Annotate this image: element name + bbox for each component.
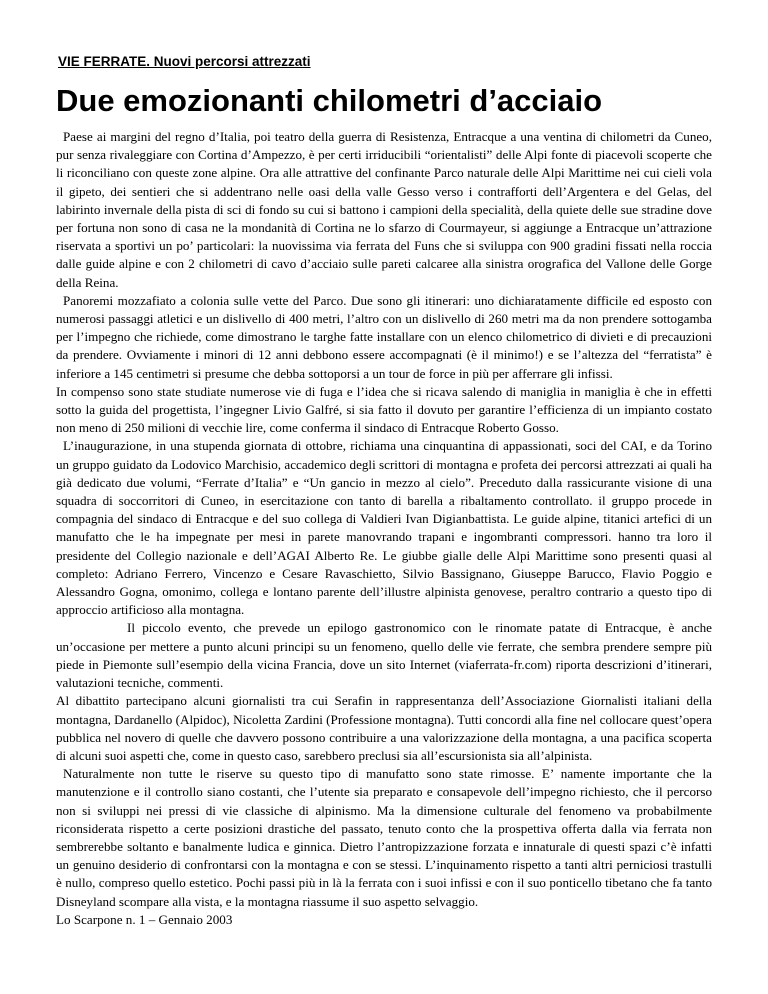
- paragraph-5: Il piccolo evento, che prevede un epilogo gastronomico con le rinomate patate di Entracque, è anche un’occasione per mettere a punto alcuni principi su un fenomeno, quello delle vie ferrate, che sembra prendere sempre più piede in Piemonte sull’esempio della vicina Francia, dove un sito Internet (viaferrata-fr.com) riporta descrizioni d’itinerari, valutazioni tecniche, commenti.: [56, 620, 712, 691]
- paragraph-7: Naturalmente non tutte le riserve su questo tipo di manufatto sono state rimosse. E’ namente importante che la manutenzione e il controllo siano costanti, che l’utente sia preparato e consapevole dell’impegno richiesto, che il percorso non si sviluppi nei pressi di vie classiche di alpinismo. Ma la dimensione culturale del fenomeno va probabilmente riconsiderata rispetto a certe posizioni drastiche del passato, tenuto conto che la prospettiva offerta dalla via ferrata non sembrerebbe soltanto e banalmente ludica e ginnica. Dietro l’antropizzazione forzata e innaturale di questi spazi c’è infatti un genuino desiderio di confrontarsi con la montagna e con se stessi. L’inquinamento rispetto a tanti altri perniciosi trastulli è nullo, compreso quello estetico. Pochi passi più in là la ferrata con i suoi infissi e con il suo ponticello tibetano che fa tanto Disneyland scompare alla vista, e la montagna riassume il suo aspetto selvaggio.: [56, 766, 712, 909]
- paragraph-4: L’inaugurazione, in una stupenda giornata di ottobre, richiama una cinquantina di appassionati, soci del CAI, e da Torino un gruppo guidato da Lodovico Marchisio, accademico degli scrittori di montagna e profeta dei percorsi attrezzati ai quali ha già dedicato due volumi, “Ferrate d’Italia” e “Un gancio in mezzo al cielo”. Preceduto dalla rassicurante visione di una squadra di soccorritori di Cuneo, in esercitazione con tanto di barella a ribaltamento controllato. il gruppo procede in compagnia del sindaco di Entracque e del suo collega di Valdieri Ivan Digianbattista. Le guide alpine, titanici artefici di un manufatto che le ha impegnate per mesi in parete manovrando trapani e ingombranti compressori. hanno tra loro il presidente del Collegio nazionale e dell’AGAI Alberto Re. Le giubbe gialle delle Alpi Marittime sono presenti quasi al completo: Adriano Ferrero, Vincenzo e Cesare Ravaschietto, Silvio Bassignano, Giuseppe Barucco, Flavio Poggio e Alessandro Gogna, omonimo, collega e lontano parente dell’illustre alpinista genovese, peraltro contrario a questo tipo di approccio artificioso alla montagna.: [56, 438, 712, 618]
- paragraph-2: Panoremi mozzafiato a colonia sulle vette del Parco. Due sono gli itinerari: uno dichiaratamente difficile ed esposto con numerosi passaggi atletici e un dislivello di 400 metri, l’altro con un dislivello di 260 metri ma da non prendere sottogamba per l’impegno che richiede, come dimostrano le targhe fatte installare con un elenco chilometrico di divieti e di precauzioni da prendere. Ovviamente i minori di 12 anni debbono essere accompagnati (è il minimo!) e se l’altezza del “ferratista” è inferiore a 145 centimetri si presume che debba sottoporsi a un tour de force in più per afferrare gli infissi.: [56, 292, 712, 381]
- paragraph-1: Paese ai margini del regno d’Italia, poi teatro della guerra di Resistenza, Entracque a una ventina di chilometri da Cuneo, pur senza rivaleggiare con Cortina d’Ampezzo, è per certi irriducibili “orientalisti” delle Alpi fonte di piacevoli scoperte che li riconciliano con queste zone alpine. Ora alle attrattive del confinante Parco naturale delle Alpi Marittime nei cui cieli vola il gipeto, dei sentieri che si addentrano nelle oasi della valle Gesso verso i contrafforti dell’Argentera e del Gelas, del labirinto invernale della pista di sci di fondo su cui si battono i campioni della specialità, della quiete delle sue stradine dove per fortuna non sono di casa ne la mondanità di Cortina ne lo sfarzo di Courmayeur, si aggiunge a Entracque un’attrazione riservata a sportivi un po’ particolari: la nuovissima via ferrata del Funs che si sviluppa con 900 gradini fissati nella roccia dalle guide alpine e con 2 chilometri di cavo d’acciaio sulle pareti calcaree alla sinistra orografica del Vallone delle Gorge della Reina.: [56, 129, 712, 290]
- article-title: Due emozionanti chilometri d’acciaio: [56, 83, 603, 118]
- article-body: [56, 128, 712, 911]
- kicker-heading: VIE FERRATE. Nuovi percorsi attrezzati: [58, 54, 311, 69]
- paragraph-3: In compenso sono state studiate numerose vie di fuga e l’idea che si ricava salendo di maniglia in maniglia è che in effetti sotto la guida del progettista, l’ingegner Livio Galfré, si sia fatto il dovuto per garantire l’efficienza di un impianto costato non meno di 250 milioni di vecchie lire, come conferma il sindaco di Entracque Roberto Gosso.: [56, 383, 712, 436]
- paragraph-6: Al dibattito partecipano alcuni giornalisti tra cui Serafin in rappresentanza dell’Associazione Giornalisti italiani della montagna, Dardanello (Alpidoc), Nicoletta Zardini (Professione montagna). Tutti concordi alla fine nel collocare quest’opera pubblica nel novero di quelle che davvero possono contribuire a una valorizzazione della montagna, a una pacifica scoperta di alcuni suoi aspetti che, come in questo caso, sarebbero preclusi sia all’escursionista sia all’alpinista.: [56, 693, 712, 763]
- source-footer: Lo Scarpone n. 1 – Gennaio 2003: [56, 912, 233, 927]
